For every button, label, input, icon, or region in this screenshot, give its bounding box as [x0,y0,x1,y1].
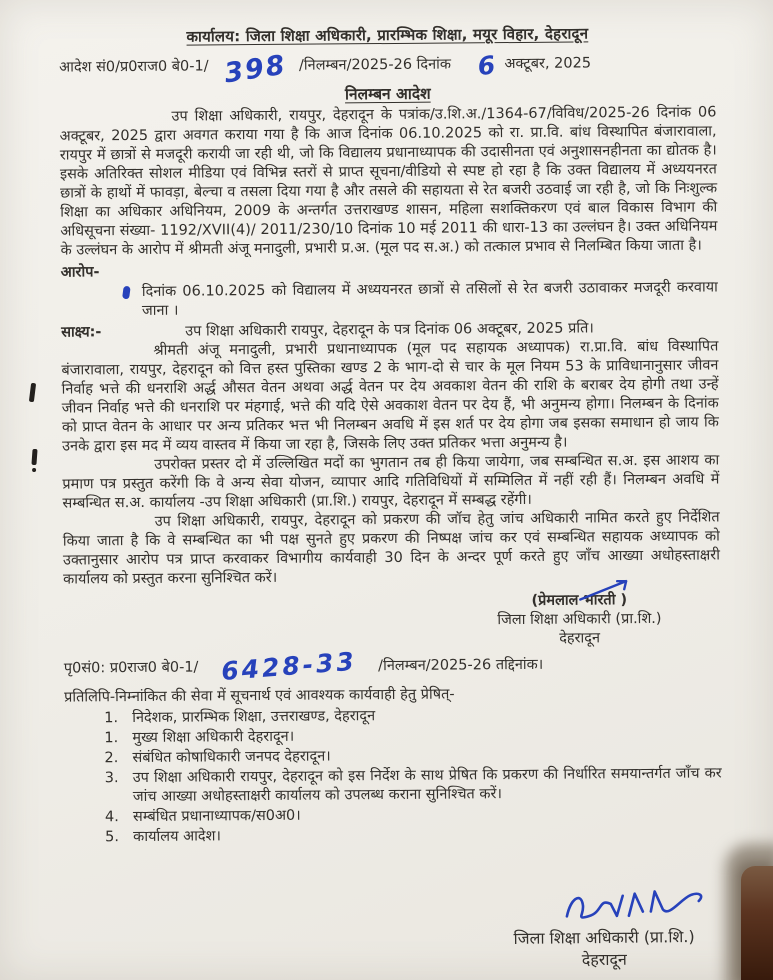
order-number-middle: /निलम्बन/2025-26 दिनांक [298,56,452,74]
endorsement-line [63,646,721,687]
paragraph-inquiry-direction: उप शिक्षा अधिकारी, रायपुर, देहरादून को प्रकरण की जॉच हेतु जांच अधिकारी नामित करते हुए निर्देशित किया जाता है कि वे सम्बन्धित का भी पक्ष सुनते हुए प्रकरण की निष्पक्ष जांच कर एवं सम्बन्धित सहायक अध्यापक को उक्तानुसार आरोप पत्र प्राप्त करवाकर विभागीय कार्यवाही 30 दिन के अन्दर पूर्ण करते हुए जाँच आख्या अधोहस्ताक्षरी कार्यालय को प्रस्तुत करना सुनिश्चित करें। [62,509,721,588]
endorsement-prefix: पृ0सं0: प्र0राज0 बे0-1/ [63,659,199,677]
list-item-number: 3. [104,770,119,787]
office-header-text: कार्यालय: जिला शिक्षा अधिकारी, प्रारम्भिक शिक्षा, मयूर विहार, देहरादून [186,24,589,46]
scan-artifact-mark [29,383,36,402]
document-content [59,23,722,847]
document-title-text: निलम्बन आदेश [344,84,431,104]
signature-scribble-icon [559,881,709,929]
list-item-number: 1. [104,730,119,747]
handwritten-bullet-mark-icon [122,286,131,300]
order-number-suffix: अक्टूबर, 2025 [504,55,592,73]
list-item-number: 1. [104,710,119,727]
tick-arrow-icon [576,575,636,601]
paragraph-payment-condition: उपरोक्त प्रस्तर दो में उल्लिखित मदों का भुगतान तब ही किया जायेगा, जब सम्बन्धित स.अ. इस आशय का प्रमाण पत्र प्रस्तुत करेंगी कि वे अन्य सेवा योजन, व्यापार आदि गतिविधियों में सम्मिलित में नहीं रही हैं। निलम्बन अवधि में सम्बन्धित स.अ. कार्यालय -उप शिक्षा अधिकारी (प्रा.शि.) रायपुर, देहरादून में सम्बद्ध रहेंगी। [62,452,720,512]
signatory-place: देहरादून [559,630,601,647]
order-number-prefix: आदेश सं0/प्र0राज0 बे0-1/ [59,58,209,76]
signatory-block [444,590,714,649]
handwritten-order-number: 398 [221,49,289,90]
list-item-number: 2. [104,750,119,767]
evidence-label: साक्ष्य:- [61,324,102,341]
scan-artifact-mark [31,449,37,465]
list-item-text: निदेशक, प्रारम्भिक शिक्षा, उत्तराखण्ड, देहरादून [132,708,376,727]
handwritten-day: 6 [476,50,497,82]
copy-heading: प्रतिलिपि-निम्नांकित की सेवा में सूचनार्थ एवं आवश्यक कार्यवाही हेतु प्रेषित्- [63,686,455,706]
order-number-line [59,48,716,90]
signatory-designation: जिला शिक्षा अधिकारी (प्रा.शि.) [497,610,662,629]
handwritten-endorsement-number: 6428-33 [219,646,358,687]
charge-item [123,278,718,321]
bottom-signatory-designation: जिला शिक्षा अधिकारी (प्रा.शि.) [513,927,695,948]
list-item-text: उप शिक्षा अधिकारी रायपुर, देहरादून को इस निर्देश के साथ प्रेषित कि प्रकरण की निर्धारित समयान्तर्गत जाँच कर जांच आख्या अधोहस्ताक्षरी कार्यालय को उपलब्ध कराना सुनिश्चित करें। [132,765,722,806]
list-item [105,823,722,847]
list-item-text: सम्बंधित प्रधानाध्यापक/स0अ0। [132,807,301,826]
list-item-number: 5. [105,829,120,846]
endorsement-suffix: /निलम्बन/2025-26 तद्दिनांक। [378,656,544,675]
list-item [105,764,722,807]
list-item-text: कार्यालय आदेश। [133,828,221,846]
scan-corner-dark-edge [741,866,773,980]
signatory-name: (प्रेमलाल भारती ) [531,592,628,609]
bottom-signatory-place: देहरादून [581,949,627,970]
copy-list [104,704,722,847]
evidence-text: उप शिक्षा अधिकारी रायपुर, देहरादून के पत्र दिनांक 06 अक्टूबर, 2025 प्रति। [185,320,594,340]
office-header [59,23,716,47]
paragraph-allowance: श्रीमती अंजू मनादुली, प्रभारी प्रधानाध्यापक (मूल पद सहायक अध्यापक) रा.प्रा.वि. बांध विस्थापित बंजारावाला, रायपुर, देहरादून को वित्त हस्त पुस्तिका खण्ड 2 के भाग-दो से चार के मूल नियम 53 के प्राविधानानुसार जीवन निर्वाह भत्ते की धनराशि अर्द्ध औसत वेतन अथवा अर्द्ध वेतन पर देय अवकाश वेतन की राशि के बराबर देय होगी तथा उन्हें जीवन निर्वाह भत्ते की धनराशि पर मंहगाई, भत्ते की यदि ऐसे अवकाश वेतन पर देय हैं, भी अनुमन्य होगा। निलम्बन के दिनांक को प्राप्त वेतन के आधार पर अन्य प्रतिकर भत्त भी निलम्बन अवधि में इस शर्त पर देय होगा जब इसका समाधान हो जाय कि उनके द्वारा इस मद में व्यय वास्तव में किया जा रहा है, जिसके लिए उक्त प्रतिकर भत्ता अनुमन्य है। [61,338,719,455]
paragraph-intro: उप शिक्षा अधिकारी, रायपुर, देहरादून के पत्रांक/उ.शि.अ./1364-67/विविध/2025-26 दिनांक 06 अक्टूबर, 2025 द्वारा अवगत कराया गया है कि आज दिनांक 06.10.2025 को रा. प्रा.वि. बांध विस्थापित बंजारावाला, रायपुर में छात्रों से मजदूरी करायी जा रही थी, जो कि विद्यालय प्रधानाध्यापक की उदासीनता एवं अनुशासनहीनता का द्योतक है। इसके अतिरिक्त सोशल मीडिया एवं विभिन्न स्तरों से प्राप्त सूचना/वीडियो से स्पष्ट हो रहा है कि उक्त विद्यालय में अध्ययनरत छात्रों के हाथों में फावड़ा, बेल्चा व तसला दिया गया है और तसले की सहायता से रेत बजरी उठवाई जा रही है, जो कि निःशुल्क शिक्षा का अधिकार अधिनियम, 2009 के अन्तर्गत उत्तराखण्ड शासन, महिला सशक्तिकरण एवं बाल विकास विभाग की अधिसूचना संख्या- 1192/XVII(4)/ 2011/230/10 दिनांक 10 मई 2011 की धारा-13 का उल्लंघन है। उक्त अधिनियम के उल्लंघन के आरोप में श्रीमती अंजू मनादुली, प्रभारी प्र.अ. (मूल पद स.अ.) को तत्काल प्रभाव से निलम्बित किया जाता है। [59,104,718,259]
bottom-signatory-block [479,881,730,972]
charge-label: आरोप- [60,264,100,281]
list-item-text: मुख्य शिक्षा अधिकारी देहरादून। [132,728,295,747]
list-item-text: संबंधित कोषाधिकारी जनपद देहरादून। [132,748,331,767]
list-item-number: 4. [104,809,119,826]
charge-item-text: दिनांक 06.10.2025 को विद्यालय में अध्ययनरत छात्रों से तसिलों से रेत बजरी उठावाकर मजदूरी करवाया जाना । [141,279,718,319]
